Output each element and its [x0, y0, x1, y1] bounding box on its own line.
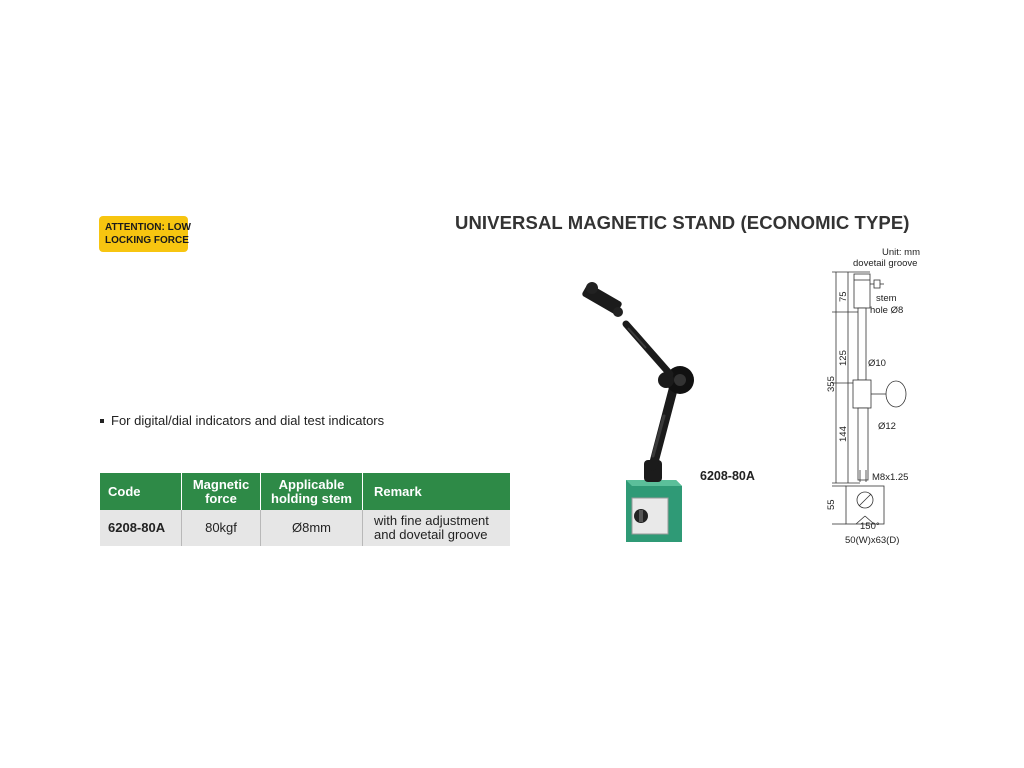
drawing-joint: [853, 380, 871, 408]
bullet-icon: [100, 419, 104, 423]
table-row: [100, 510, 510, 546]
drawing-hole: hole Ø8: [870, 305, 904, 316]
header-magnetic-force: Magnetic force: [182, 473, 261, 510]
dimension-drawing: [820, 240, 930, 550]
drawing-thread: M8x1.25: [872, 472, 909, 483]
drawing-angle: 150°: [860, 521, 880, 532]
header-code: Code: [100, 473, 182, 510]
cell-force: 80kgf: [182, 510, 261, 546]
feature-bullet: [100, 413, 384, 428]
attention-line-1: ATTENTION: LOW: [105, 222, 191, 233]
drawing-d10: Ø10: [868, 358, 886, 369]
page-title: UNIVERSAL MAGNETIC STAND (ECONOMIC TYPE): [455, 212, 910, 233]
feature-text: For digital/dial indicators and dial test indicators: [111, 413, 385, 428]
cell-stem: Ø8mm: [261, 510, 363, 546]
table-header-row: [100, 473, 510, 510]
drawing-d12: Ø12: [878, 421, 896, 432]
drawing-unit: Unit: mm: [882, 247, 920, 258]
drawing-base-size: 50(W)x63(D): [845, 535, 900, 546]
header-holding-stem: Applicable holding stem: [261, 473, 363, 510]
attention-badge: [99, 216, 191, 252]
drawing-dim-75: 75: [838, 291, 849, 302]
attention-line-2: LOCKING FORCE: [105, 235, 189, 246]
drawing-dim-144: 144: [838, 426, 849, 442]
product-model-label: 6208-80A: [700, 469, 755, 483]
drawing-dim-355: 355: [826, 376, 837, 392]
drawing-dim-55: 55: [826, 499, 837, 510]
header-remark: Remark: [363, 473, 511, 510]
drawing-dim-125: 125: [838, 350, 849, 366]
magnetic-stand-photo: [574, 276, 704, 546]
cell-code: 6208-80A: [100, 510, 182, 546]
lower-arm: [653, 386, 674, 466]
drawing-dovetail: dovetail groove: [853, 258, 918, 269]
drawing-stem: stem: [876, 293, 897, 304]
cell-remark: with fine adjustment and dovetail groove: [363, 510, 511, 546]
upper-arm: [626, 324, 670, 374]
spec-table: [100, 473, 510, 546]
